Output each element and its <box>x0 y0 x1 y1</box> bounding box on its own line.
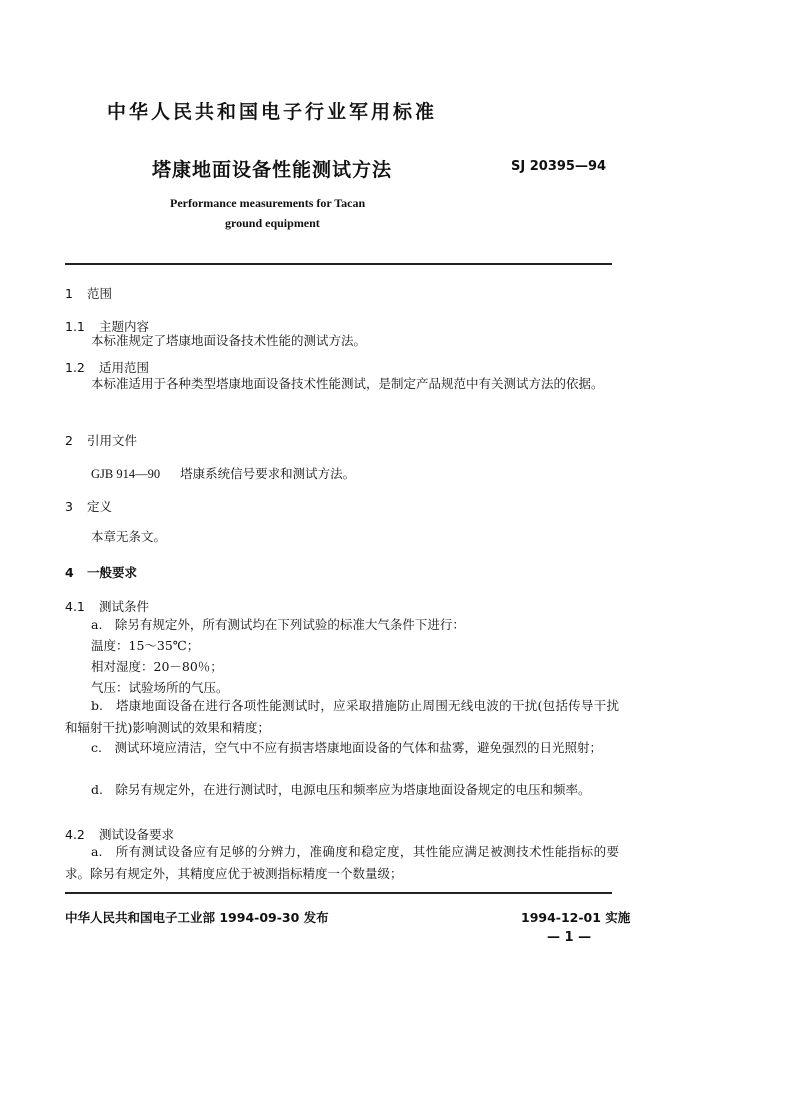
header-divider <box>65 263 612 265</box>
document-title: 塔康地面设备性能测试方法 <box>152 159 393 181</box>
section-4-1-number: 4.1 <box>65 599 85 614</box>
section-4-title: 一般要求 <box>87 565 138 580</box>
section-1-2-title: 适用范围 <box>99 360 150 375</box>
reference-code: GJB 914—90 <box>91 467 161 481</box>
section-4-1-title: 测试条件 <box>99 599 150 614</box>
page-number: — 1 — <box>547 930 592 945</box>
section-1-1-title: 主题内容 <box>99 319 150 334</box>
section-3-number: 3 <box>65 499 73 514</box>
section-2-heading <box>65 431 137 449</box>
standard-type-heading: 中华人民共和国电子行业军用标准 <box>107 101 438 123</box>
section-4-1-heading <box>65 597 149 615</box>
footer-divider <box>65 892 612 894</box>
section-3-heading <box>65 497 112 515</box>
section-1-2-text: 本标准适用于各种类型塔康地面设备技术性能测试，是制定产品规范中有关测试方法的依据。 <box>91 376 604 391</box>
section-1-2-number: 1.2 <box>65 360 85 375</box>
section-4-2-title: 测试设备要求 <box>99 827 175 842</box>
section-1-1-text: 本标准规定了塔康地面设备技术性能的测试方法。 <box>91 333 367 348</box>
section-4-heading <box>65 563 137 581</box>
section-3-title: 定义 <box>87 499 113 514</box>
reference-title: 塔康系统信号要求和测试方法。 <box>180 466 356 481</box>
condition-humidity: 相对湿度：20－80％； <box>91 659 223 674</box>
section-2-title: 引用文件 <box>87 433 138 448</box>
reference-entry <box>91 466 355 482</box>
standard-code: SJ 20395—94 <box>511 159 607 174</box>
effective-date: 1994-12-01 实施 <box>521 910 631 925</box>
section-1-title: 范围 <box>87 286 113 301</box>
condition-temperature: 温度：15～35℃； <box>91 638 200 653</box>
condition-b: b. 塔康地面设备在进行各项性能测试时，应采取措施防止周围无线电波的干扰(包括传导干扰和辐射干扰)影响测试的效果和精度； <box>65 698 619 735</box>
section-4-number: 4 <box>65 565 74 580</box>
section-1-number: 1 <box>65 286 73 301</box>
condition-c: c. 测试环境应清洁，空气中不应有损害塔康地面设备的气体和盐雾，避免强烈的日光照射； <box>91 740 602 755</box>
condition-d: d. 除另有规定外，在进行测试时，电源电压和频率应为塔康地面设备规定的电压和频率。 <box>91 782 591 797</box>
section-3-text: 本章无条文。 <box>91 529 167 544</box>
english-title-line1: Performance measurements for Tacan <box>170 196 366 210</box>
section-4-2-number: 4.2 <box>65 827 85 842</box>
section-2-number: 2 <box>65 433 73 448</box>
english-title-line2: ground equipment <box>225 216 320 230</box>
condition-pressure: 气压：试验场所的气压。 <box>91 680 229 695</box>
condition-a: a. 除另有规定外，所有测试均在下列试验的标准大气条件下进行： <box>91 617 465 632</box>
section-1-1-number: 1.1 <box>65 319 85 334</box>
section-1-heading <box>65 284 112 302</box>
issue-date: 中华人民共和国电子工业部 1994-09-30 发布 <box>65 910 329 925</box>
equipment-requirement-a: a. 所有测试设备应有足够的分辨力，准确度和稳定度，其性能应满足被测技术性能指标的要求。除另有规定外，其精度应优于被测指标精度一个数量级； <box>65 844 619 881</box>
